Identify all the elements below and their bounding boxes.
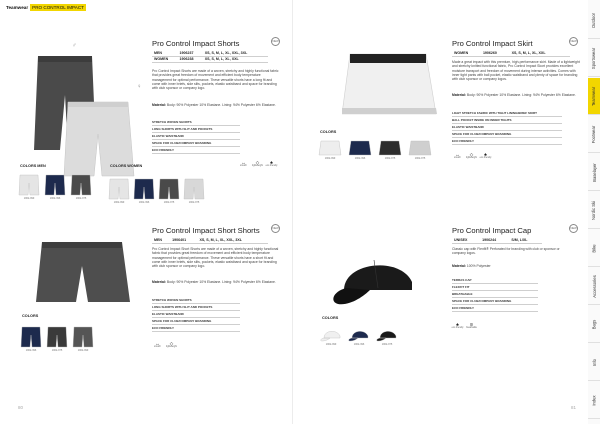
sku-gender: WOMEN xyxy=(452,50,481,56)
swatches-women xyxy=(108,178,205,204)
list-item: LONG SHORTS WITH SLIT AND POCKETS xyxy=(152,126,240,133)
feature-list xyxy=(152,119,240,154)
swatch-code: 1962-999 xyxy=(324,157,336,160)
color-swatch xyxy=(408,140,432,160)
color-swatch xyxy=(46,326,68,352)
color-swatch xyxy=(348,328,370,346)
swatch-code: 1962-396 xyxy=(353,343,365,346)
color-swatch xyxy=(348,140,372,160)
material-text: Body: 90% Polyester 10% Elastane. Lining: 94% Polyester 6% Elastane. xyxy=(466,93,576,97)
stretch-icon: ↔ stretch xyxy=(454,152,461,159)
tab-label: Index xyxy=(591,394,597,406)
tab-teamwear[interactable] xyxy=(588,78,600,115)
swatch-image xyxy=(20,326,42,348)
color-swatch xyxy=(183,178,205,204)
sku-sizes: XS, S, M, L, XL, XXL, 3XL xyxy=(203,50,268,56)
tab-outdoor[interactable] xyxy=(588,2,600,39)
material-text: Body: 90% Polyester 10% Elastane. Lining: 94% Polyester 6% Elastane. xyxy=(166,280,276,284)
swatch-image xyxy=(158,178,180,200)
eco-icon: ♣ eco friendly xyxy=(479,152,492,159)
eco-icon: ♣ eco friendly xyxy=(451,322,464,329)
product-description: Pro Control Impact Short Shorts are made of a woven, stretchy and highly functional fabric that provides great freedom of movement and efficient body temperature management for optimal performance. These versatile shorts have a short fit and come with inner briefs, side slits, pockets, elastic waistband and space for branding with club sponsor or company logo. xyxy=(152,247,279,269)
new-badge: NEW xyxy=(569,224,578,233)
list-item: STRETCH WOVEN SHORTS xyxy=(152,119,240,126)
lightweight-icon: ◇ lightweight xyxy=(252,160,263,167)
section-title: Teamwear xyxy=(6,5,29,10)
new-badge: NEW xyxy=(569,37,578,46)
swatches xyxy=(318,140,432,160)
page-spine xyxy=(292,0,293,424)
eco-icon: ♣ eco friendly xyxy=(265,160,278,167)
swatch-code: 1962-999 xyxy=(325,343,337,346)
breathable-icon: ≋ breathable xyxy=(466,322,477,329)
sku-sizes: XS, S, M, L, XL, XXL, 3XL xyxy=(197,237,268,243)
product-material xyxy=(452,264,574,268)
color-swatch xyxy=(70,174,92,200)
new-badge: NEW xyxy=(271,37,280,46)
swatch-code: 1962-975 xyxy=(51,349,63,352)
swatch-image xyxy=(70,174,92,196)
sku-gender: UNISEX xyxy=(452,237,480,243)
sku-number: 1906260 xyxy=(481,50,510,56)
feature-icons xyxy=(238,160,277,167)
stretch-icon: ↔ stretch xyxy=(240,160,247,167)
feature-icons xyxy=(452,152,491,159)
sku-number: 1906244 xyxy=(480,237,509,243)
colors-label: COLORS xyxy=(320,130,337,134)
list-item: LONG SHORTS WITH SLIT AND POCKETS xyxy=(152,304,240,311)
sku-gender: MEN xyxy=(152,237,170,243)
list-item: ECO FRIENDLY xyxy=(152,147,240,154)
swatch-code: 1962-396 xyxy=(25,349,37,352)
material-label: Material: xyxy=(452,93,466,97)
feature-list xyxy=(452,110,562,145)
color-swatch xyxy=(320,328,342,346)
product-title: Pro Control Impact Short Shorts xyxy=(152,226,260,235)
list-item: BREATHABLE xyxy=(452,291,538,298)
tab-baselayer[interactable] xyxy=(588,154,600,191)
swatch-code: 1962-999 xyxy=(23,197,35,200)
tab-bags[interactable] xyxy=(588,306,600,343)
swatch-image xyxy=(108,178,130,200)
list-item: FLEXFIT FIT xyxy=(452,284,538,291)
tab-label: Accessories xyxy=(591,274,597,298)
page-header xyxy=(6,3,86,12)
swatch-code: 1962-975 xyxy=(384,157,396,160)
female-symbol-icon: ♀ xyxy=(137,84,142,90)
sku-gender: WOMEN xyxy=(152,56,178,63)
list-item: ELASTIC WAISTBAND xyxy=(452,124,562,131)
tab-label: Baselayer xyxy=(591,162,597,182)
material-label: Material: xyxy=(152,103,166,107)
swatch-code: 1962-975 xyxy=(163,201,175,204)
swatch-image xyxy=(320,328,342,342)
material-label: Material: xyxy=(152,280,166,284)
product-title: Pro Control Impact Shorts xyxy=(152,39,240,48)
colors-women-label: COLORS WOMEN xyxy=(110,164,143,168)
feature-list xyxy=(152,297,240,332)
tab-label: Nordic Ski xyxy=(591,200,597,220)
product-title: Pro Control Impact Skirt xyxy=(452,39,533,48)
sku-gender: MEN xyxy=(152,50,178,56)
swatches-men xyxy=(18,174,92,200)
feature-icons xyxy=(452,322,477,329)
list-item: SPACE FOR CLUB/COMPANY BRANDING xyxy=(152,140,240,147)
table-row xyxy=(152,237,268,243)
sku-sizes: S/M, L/XL xyxy=(509,237,542,243)
sku-number: 1906401 xyxy=(170,237,197,243)
swatches xyxy=(320,328,398,346)
tab-footwear[interactable] xyxy=(588,116,600,153)
color-swatch xyxy=(158,178,180,204)
list-item: ELASTIC WAISTBAND xyxy=(152,311,240,318)
swatch-code: 1962-975 xyxy=(381,343,393,346)
swatch-image xyxy=(133,178,155,200)
swatch-image xyxy=(408,140,432,156)
colors-label: COLORS xyxy=(322,316,339,320)
new-badge: NEW xyxy=(271,224,280,233)
color-swatch xyxy=(44,174,66,200)
product-material xyxy=(152,103,280,107)
list-item: TERRAS CAP xyxy=(452,277,538,284)
short-shorts-image xyxy=(36,240,132,306)
color-swatch xyxy=(133,178,155,204)
feature-list xyxy=(452,277,538,312)
lightweight-icon: ◇ lightweight xyxy=(466,152,477,159)
swatch-image xyxy=(348,328,370,342)
material-text: Body: 90% Polyester 10% Elastane. Lining: 94% Polyester 6% Elastane. xyxy=(166,103,276,107)
swatch-image xyxy=(46,326,68,348)
list-item: ECO FRIENDLY xyxy=(152,325,240,332)
swatch-code: 1962-396 xyxy=(354,157,366,160)
list-item: SPACE FOR CLUB/COMPANY BRANDING xyxy=(152,318,240,325)
lightweight-icon: ◇ lightweight xyxy=(166,341,177,348)
swatch-code: 1962-975 xyxy=(414,157,426,160)
feature-icons xyxy=(152,341,177,348)
swatch-image xyxy=(348,140,372,156)
tab-bike[interactable] xyxy=(588,230,600,267)
swatch-image xyxy=(18,174,40,196)
swatch-code: 1962-396 xyxy=(49,197,61,200)
swatch-code: 1962-975 xyxy=(188,201,200,204)
table-row xyxy=(452,237,542,243)
product-title: Pro Control Impact Cap xyxy=(452,226,532,235)
colors-men-label: COLORS MEN xyxy=(20,164,46,168)
list-item: SPACE FOR CLUB/COMPANY BRANDING xyxy=(452,298,538,305)
stretch-icon: ↔ stretch xyxy=(154,341,161,348)
color-swatch xyxy=(20,326,42,352)
color-swatch xyxy=(318,140,342,160)
tab-sportswear[interactable] xyxy=(588,40,600,77)
tab-label: Bike xyxy=(591,243,597,253)
swatch-image xyxy=(44,174,66,196)
swatch-image xyxy=(72,326,94,348)
tab-label: Sportswear xyxy=(591,47,597,69)
sku-table xyxy=(152,50,268,63)
table-row xyxy=(452,50,570,56)
product-description: Classic cap with Flexfit® Perforated for branding with club or sponsor or company logos. xyxy=(452,247,560,256)
sku-sizes: XS, S, M, L, XL, XXL xyxy=(510,50,570,56)
tab-label: Footwear xyxy=(591,125,597,143)
swatch-code: 1962-999 xyxy=(77,349,89,352)
tab-label: Teamwear xyxy=(591,86,597,106)
male-symbol-icon: ♂ xyxy=(72,43,77,49)
page-number-right: 81 xyxy=(571,405,577,410)
list-item: ECO FRIENDLY xyxy=(452,138,562,145)
list-item: ECO FRIENDLY xyxy=(452,305,538,312)
swatch-code: 1962-999 xyxy=(113,201,125,204)
cap-image xyxy=(330,252,426,310)
list-item: STRETCH WOVEN SHORTS xyxy=(152,297,240,304)
sku-table xyxy=(452,237,542,244)
product-material xyxy=(152,280,280,284)
color-swatch xyxy=(72,326,94,352)
skirt-image xyxy=(342,52,438,118)
swatch-image xyxy=(318,140,342,156)
list-item: LIGHT STRETCH FABRIC WITH TIGHT LINING/BRIEF SKIRT xyxy=(452,110,562,117)
color-swatch xyxy=(378,140,402,160)
colors-label: COLORS xyxy=(22,314,39,318)
table-row xyxy=(152,56,268,63)
product-description: Made a great impact with this premium, high-performance skirt. Made of a lightweight and stretchy knitted functional fabric, Pro Control Impact Skort provides excellent moisture transport and freedom of movement during intense activities. Comes with inner tight pants with ball pocket, elastic waistband and plenty of space for branding with club sponsor or company logos. xyxy=(452,60,580,82)
sku-sizes: XS, S, M, L, XL, XXL xyxy=(203,56,268,63)
product-description: Pro Control Impact Shorts are made of a woven, stretchy and highly functional fabric that provides great freedom of movement and efficient body temperature management for optimal performance. These versatile shorts have a long fit and come with inner briefs, side slits, pockets, elastic waistband and space for branding with club sponsor or company logo. xyxy=(152,69,279,91)
color-swatch xyxy=(108,178,130,204)
list-item: BALL POCKET INSIDE ON INNER TIGHTS xyxy=(452,117,562,124)
color-swatch xyxy=(376,328,398,346)
sku-table xyxy=(452,50,570,57)
sku-number: 1906237 xyxy=(178,50,203,56)
swatch-image xyxy=(378,140,402,156)
swatch-image xyxy=(183,178,205,200)
list-item: ELASTIC WAISTBAND xyxy=(152,133,240,140)
page-number-left: 80 xyxy=(18,405,24,410)
sku-number: 1906238 xyxy=(178,56,203,63)
tab-index[interactable] xyxy=(588,382,600,419)
material-label: Material: xyxy=(452,264,466,268)
swatches xyxy=(20,326,94,352)
swatch-code: 1962-975 xyxy=(75,197,87,200)
swatch-code: 1962-396 xyxy=(138,201,150,204)
material-text: 100% Polyester xyxy=(466,264,491,268)
tab-label: Info xyxy=(591,358,597,366)
sku-table xyxy=(152,237,268,244)
tab-info[interactable] xyxy=(588,344,600,381)
subsection-title: PRO CONTROL IMPACT xyxy=(32,5,84,10)
tab-nordic-ski[interactable] xyxy=(588,192,600,229)
category-tabs xyxy=(588,0,600,424)
color-swatch xyxy=(18,174,40,200)
product-material xyxy=(452,93,580,97)
tab-accessories[interactable] xyxy=(588,268,600,305)
list-item: SPACE FOR CLUB/COMPANY BRANDING xyxy=(452,131,562,138)
tab-label: Bags xyxy=(591,319,597,329)
swatch-image xyxy=(376,328,398,342)
tab-label: Outdoor xyxy=(591,12,597,28)
